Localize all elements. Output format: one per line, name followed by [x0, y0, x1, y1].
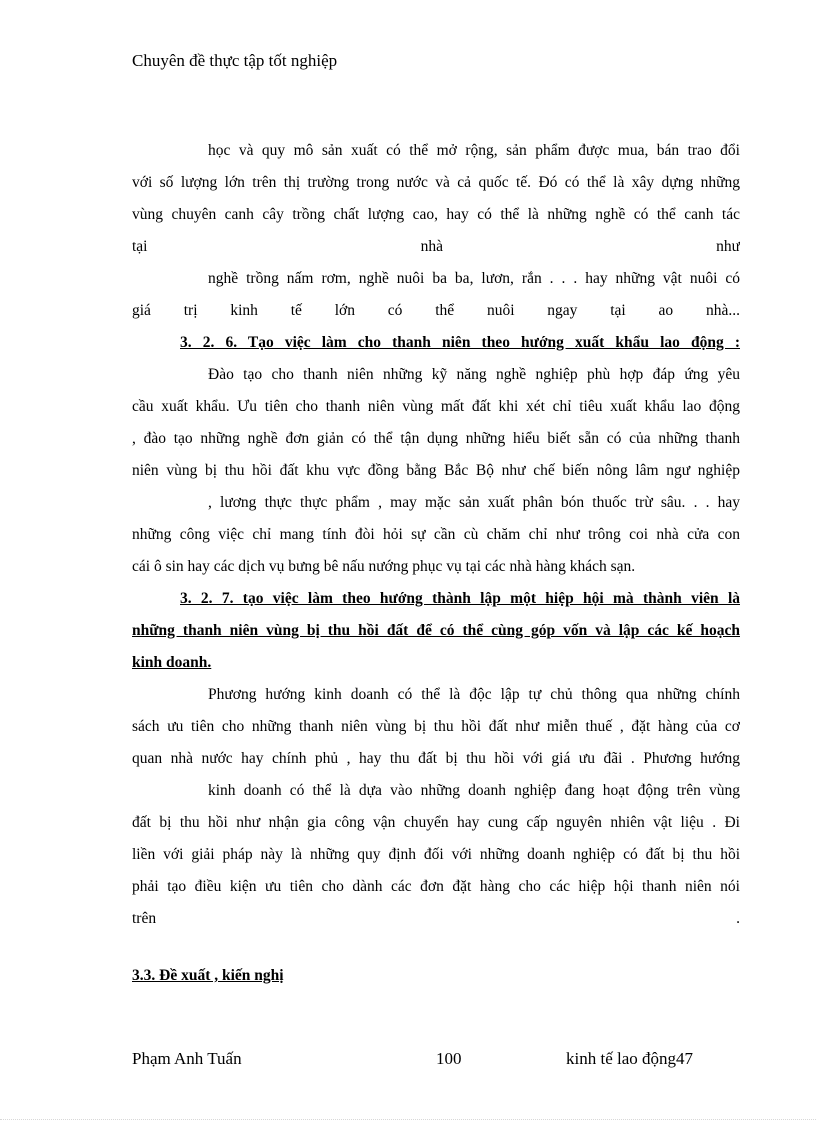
section-title-3-3: 3.3. Đề xuất , kiến nghị: [132, 967, 284, 984]
heading-3-2-6-block: [132, 327, 740, 359]
text-line: Phương hướng kinh doanh có thể là độc lập tự chủ thông qua những chính: [208, 686, 740, 703]
text-line: sách ưu tiên cho những thanh niên vùng bị thu hồi đất như miễn thuế , đặt hàng của cơ: [132, 718, 740, 735]
text-line: phải tạo điều kiện ưu tiên cho dành các đơn đặt hàng cho các hiệp hội thanh niên nói: [132, 878, 740, 895]
text-line: Đào tạo cho thanh niên những kỹ năng nghề nghiệp phù hợp đáp ứng yêu: [208, 366, 740, 383]
footer-class-label: kinh tế lao động47: [566, 1049, 694, 1068]
heading-3-2-7-block: [132, 583, 740, 679]
text-line: kinh doanh có thể là dựa vào những doanh nghiệp đang hoạt động trên vùng: [208, 782, 740, 799]
text-line: nghề trồng nấm rơm, nghề nuôi ba ba, lươn, rắn . . . hay những vật nuôi có: [208, 270, 740, 287]
paragraph-3: [132, 679, 740, 935]
text-line: niên vùng bị thu hồi đất khu vực đồng bằng Bắc Bộ như chế biến nông lâm ngư nghiệp: [132, 462, 740, 479]
text-line: đất bị thu hồi như nhận gia công vận chuyển hay cung cấp nguyên nhiên vật liệu . Đi: [132, 814, 740, 831]
page-bottom-divider: [0, 1119, 816, 1120]
heading-3-2-7-line: kinh doanh.: [132, 654, 212, 671]
text-line: cái ô sin hay các dịch vụ bưng bê nấu nướng phục vụ tại các nhà hàng khách sạn.: [132, 558, 636, 575]
heading-3-2-7-line: 3. 2. 7. tạo việc làm theo hướng thành lập một hiệp hội mà thành viên là: [180, 590, 740, 607]
paragraph-1: [132, 135, 740, 327]
heading-3-2-6: 3. 2. 6. Tạo việc làm cho thanh niên theo hướng xuất khẩu lao động :: [180, 334, 740, 351]
text-line: vùng chuyên canh cây trồng chất lượng cao, hay có thể là những nghề có thể canh tác: [132, 206, 740, 223]
text-line: , đào tạo những nghề đơn giản có thể tận dụng những hiểu biết sẵn có của những thanh: [132, 430, 740, 447]
text-line: quan nhà nước hay chính phủ , hay thu đất bị thu hồi với giá ưu đãi . Phương hướng: [132, 750, 740, 767]
paragraph-2: [132, 359, 740, 583]
text-line: , lương thực thực phẩm , may mặc sản xuất phân bón thuốc trừ sâu. . . hay: [208, 494, 740, 511]
text-line: học và quy mô sản xuất có thể mở rộng, sản phẩm được mua, bán trao đổi: [208, 142, 740, 159]
text-line: giá trị kinh tế lớn có thể nuôi ngay tại ao nhà...: [132, 302, 740, 319]
text-line: trên .: [132, 910, 740, 927]
text-line: liền với giải pháp này là những quy định đối với những doanh nghiệp có đất bị thu hồi: [132, 846, 740, 863]
page-header-title: Chuyên đề thực tập tốt nghiệp: [132, 51, 338, 70]
text-line: tại nhà như: [132, 238, 740, 255]
text-line: những công việc chỉ mang tính đòi hỏi sự cần cù chăm chỉ như trông coi nhà cửa con: [132, 526, 740, 543]
heading-3-2-7-line: những thanh niên vùng bị thu hồi đất để có thể cùng góp vốn và lập các kế hoạch: [132, 622, 740, 639]
footer-page-number: 100: [436, 1049, 462, 1068]
footer-author: Phạm Anh Tuấn: [132, 1049, 242, 1068]
text-line: với số lượng lớn trên thị trường trong nước và cả quốc tế. Đó có thể là xây dựng những: [132, 174, 740, 191]
text-line: cầu xuất khẩu. Ưu tiên cho thanh niên vùng mất đất khi xét chỉ tiêu xuất khẩu lao động: [132, 398, 740, 415]
